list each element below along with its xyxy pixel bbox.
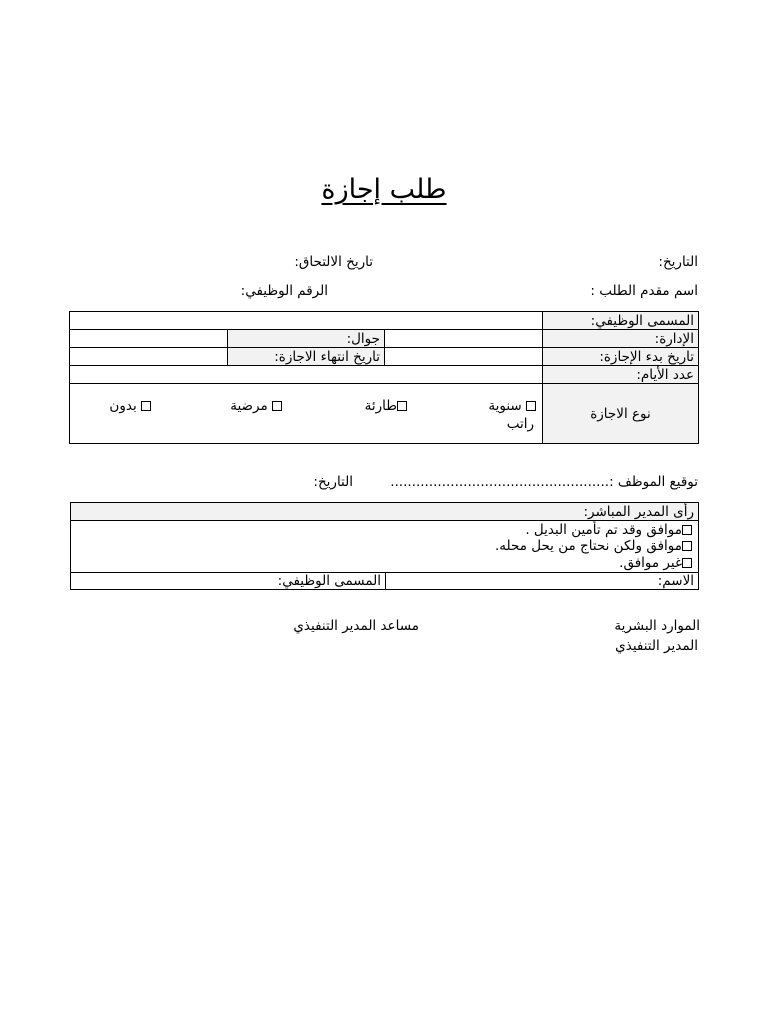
annual-checkbox[interactable] (526, 401, 536, 411)
leave-type-salary-label: راتب (506, 416, 534, 432)
manager-name-cell[interactable] (386, 573, 699, 590)
without-label: بدون (109, 398, 137, 414)
signature-dotted-line[interactable]: ................................................... (390, 474, 610, 490)
form-title: طلب إجازة (321, 174, 447, 205)
assistant-director-label: مساعد المدير التنفيذي (293, 618, 419, 634)
leave-end-value[interactable] (70, 348, 228, 366)
signature-date-label: التاريخ: (313, 474, 353, 490)
emergency-checkbox[interactable] (397, 401, 407, 411)
not-approved-label: غير موافق. (619, 554, 683, 571)
option-not-approved[interactable] (77, 555, 692, 572)
employee-signature-label: توقيع الموظف : (609, 474, 698, 490)
sick-label: مرضية (230, 398, 268, 414)
emergency-label: طارئة (364, 398, 397, 414)
manager-opinion-table (70, 502, 699, 590)
not-approved-checkbox[interactable] (682, 558, 692, 568)
mobile-value[interactable] (70, 330, 228, 348)
sick-checkbox[interactable] (272, 401, 282, 411)
manager-opinion-label: رأى المدير المباشر: (71, 503, 699, 521)
manager-options (71, 521, 699, 573)
department-label: الإدارة: (543, 330, 699, 348)
approved-need-replacement-label: موافق ولكن نحتاج من يحل محله. (495, 538, 683, 555)
annual-label: سنوية (488, 398, 522, 414)
manager-job-title-cell[interactable] (71, 573, 386, 590)
manager-job-title-label: المسمى الوظيفي: (277, 573, 382, 589)
employee-number-label: الرقم الوظيفي: (240, 283, 328, 299)
job-title-label: المسمى الوظيفي: (543, 312, 699, 330)
leave-type-emergency[interactable] (365, 398, 407, 414)
option-approved-replacement[interactable] (77, 522, 692, 539)
option-approved-need-replacement[interactable] (77, 538, 692, 555)
hr-label: الموارد البشرية (614, 618, 700, 634)
approved-need-replacement-checkbox[interactable] (682, 541, 692, 551)
without-checkbox[interactable] (141, 401, 151, 411)
mobile-label: جوال: (228, 330, 385, 348)
leave-type-annual[interactable] (488, 398, 536, 414)
join-date-label: تاريخ الالتحاق: (294, 254, 373, 270)
leave-type-label: نوع الاجازة (543, 384, 699, 444)
leave-end-label: تاريخ انتهاء الاجازة: (228, 348, 385, 366)
job-title-value[interactable] (70, 312, 543, 330)
department-value[interactable] (385, 330, 543, 348)
days-count-value[interactable] (70, 366, 543, 384)
approved-replacement-checkbox[interactable] (682, 525, 692, 535)
approved-replacement-label: موافق وقد تم تأمين البديل . (525, 521, 683, 538)
leave-type-sick[interactable] (230, 398, 282, 414)
days-count-label: عدد الأيام: (543, 366, 699, 384)
leave-start-value[interactable] (385, 348, 543, 366)
leave-details-table (69, 311, 699, 444)
leave-type-without[interactable] (109, 398, 151, 414)
date-label: التاريخ: (658, 254, 698, 270)
employee-signature (390, 474, 698, 490)
applicant-name-label: اسم مقدم الطلب : (590, 283, 698, 299)
manager-name-label: الاسم: (657, 573, 695, 589)
executive-director-label: المدير التنفيذي (615, 638, 698, 654)
leave-start-label: تاريخ بدء الإجازة: (543, 348, 699, 366)
